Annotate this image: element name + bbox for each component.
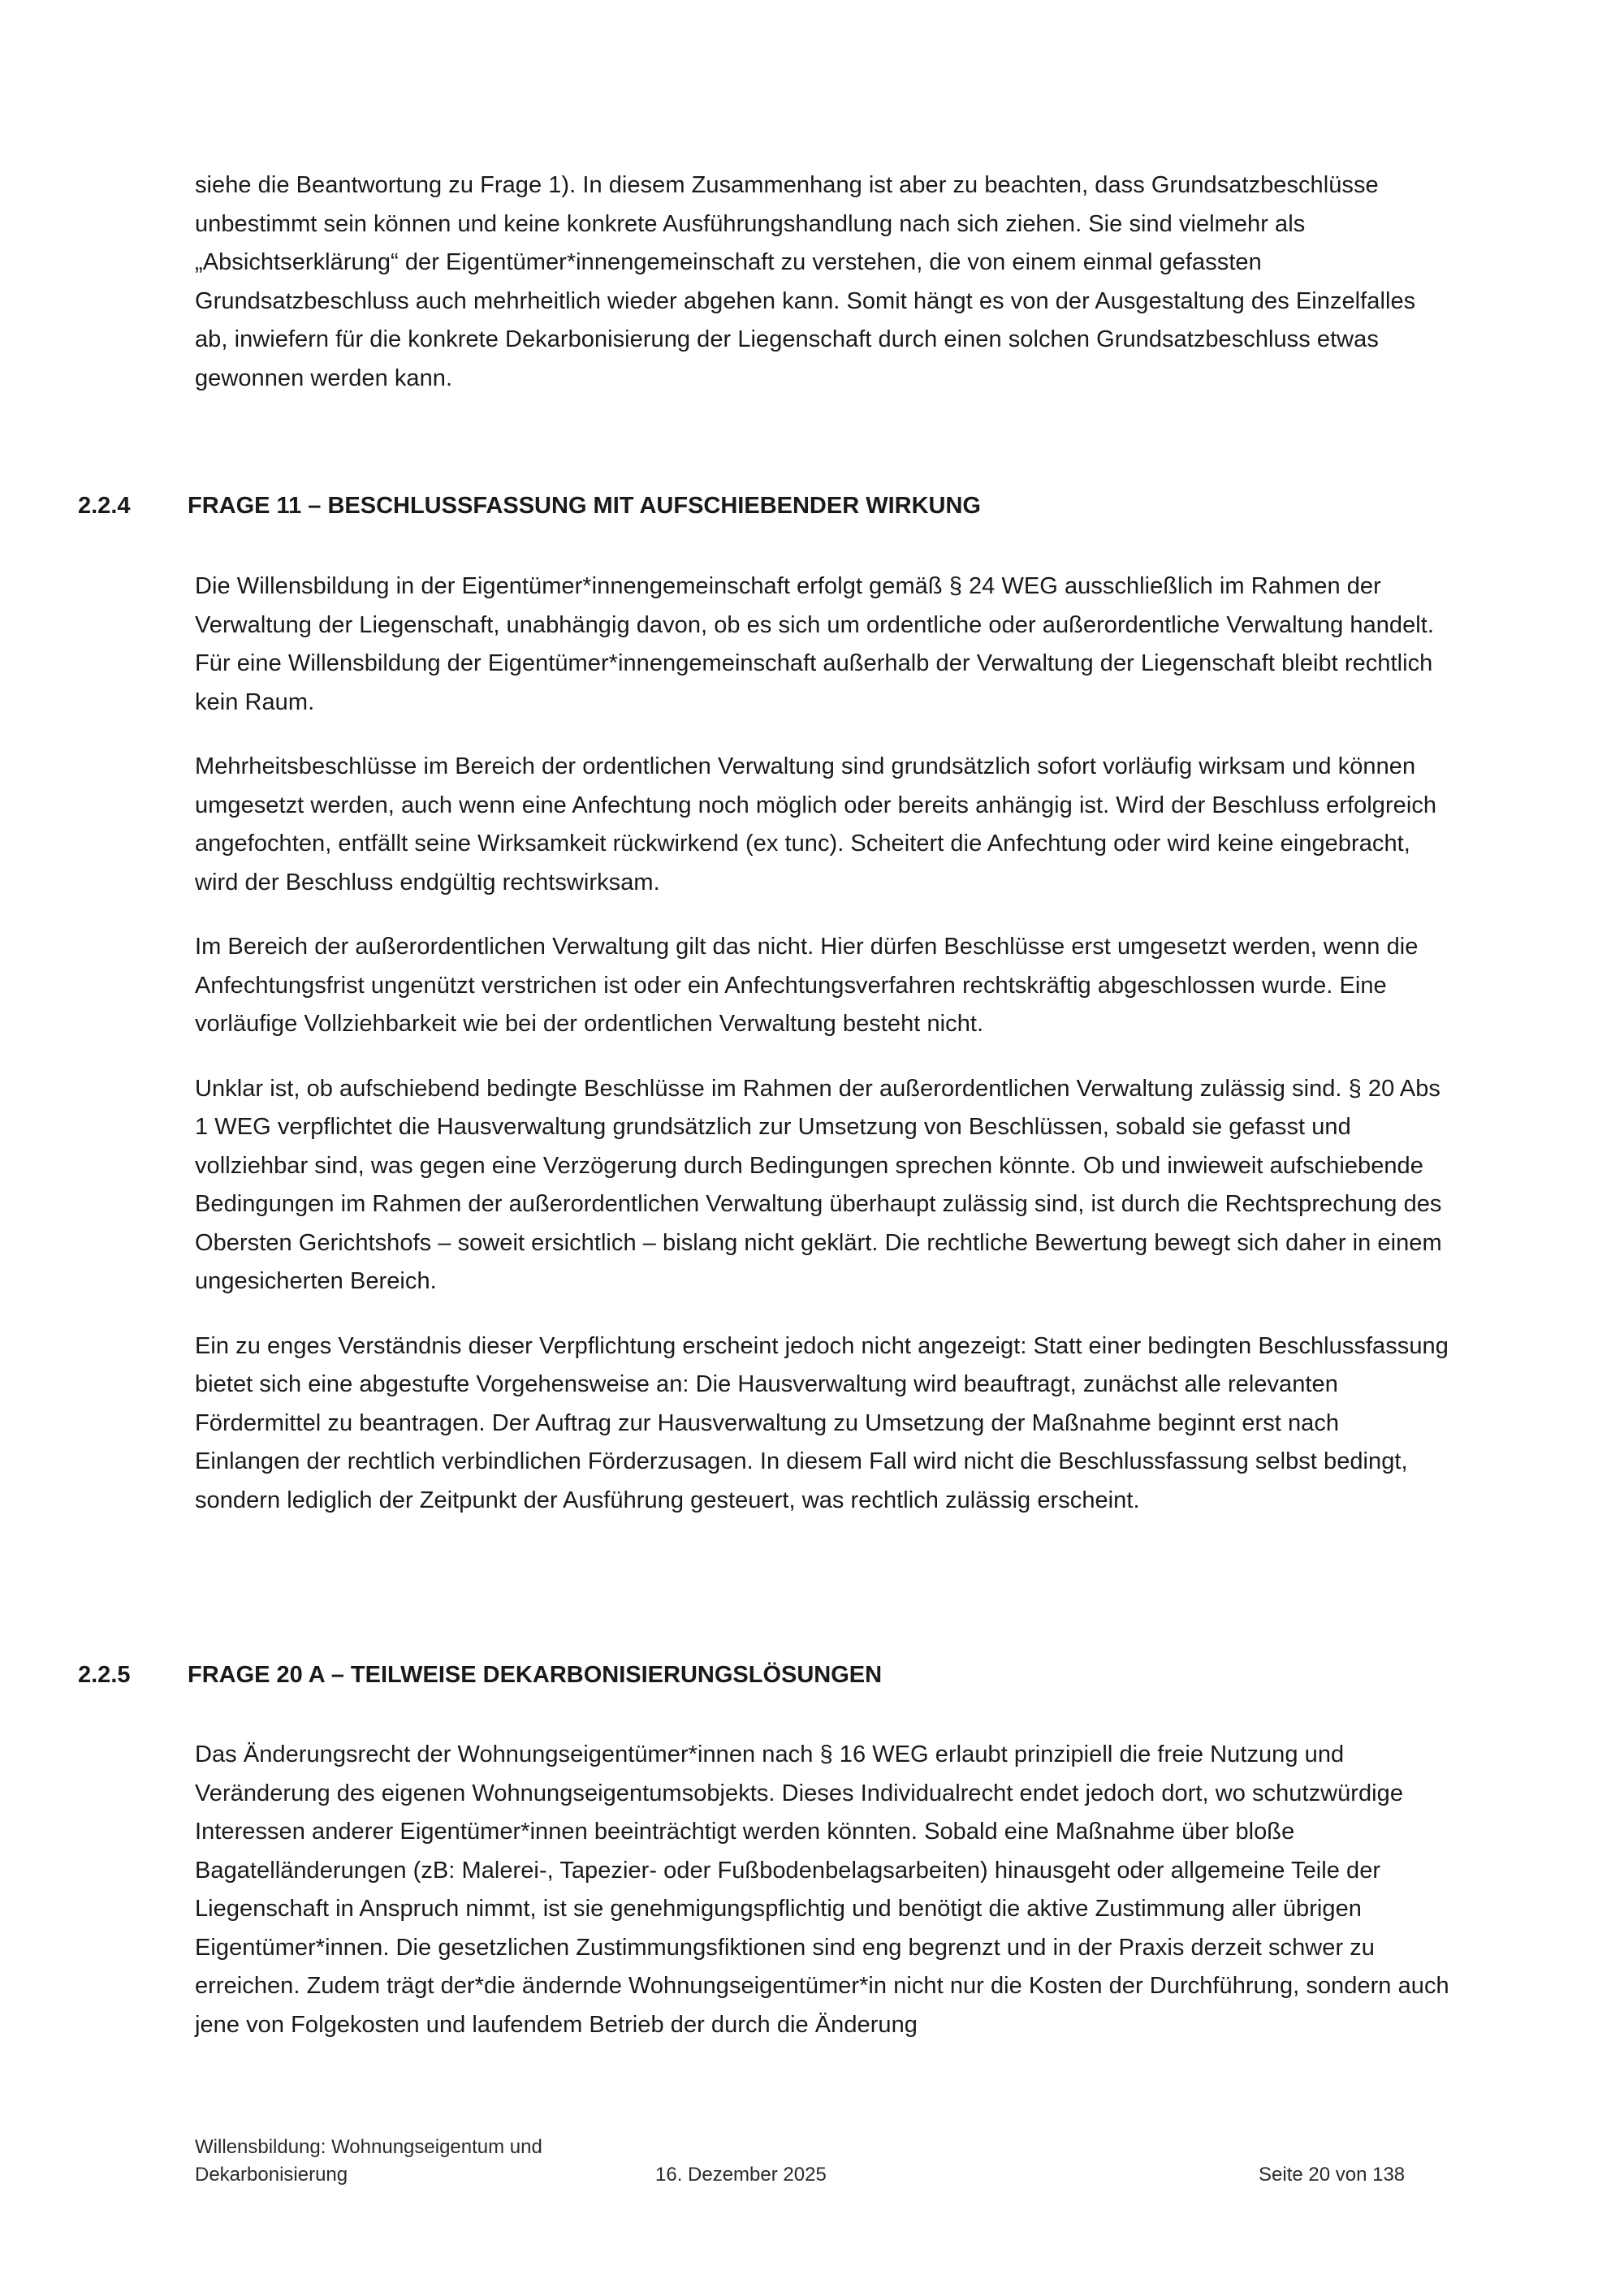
footer-document-title [195,2134,617,2189]
paragraph: Ein zu enges Verständnis dieser Verpflichtung erscheint jedoch nicht angezeigt: Statt einer bedingten Beschlussfassung bietet sich eine abgestufte Vorgehensweise an: Die Hausverwaltung wird beauftragt, zunächst alle relevanten Fördermittel zu beantragen. Der Auftrag zur Hausverwaltung zu Umsetzung der Maßnahme beginnt erst nach Einlangen der rechtlich verbindlichen Förderzusagen. In diesem Fall wird nicht die Beschlussfassung selbst bedingt, sondern lediglich der Zeitpunkt der Ausführung gesteuert, was rechtlich zulässig erscheint. [195,1332,1449,1513]
intro-block [195,166,1449,398]
footer-page-number: Seite 20 von 138 [1259,2164,1406,2186]
section-title: FRAGE 11 – BESCHLUSSFASSUNG MIT AUFSCHIEBENDER WIRKUNG [188,493,981,519]
paragraph: Im Bereich der außerordentlichen Verwaltung gilt das nicht. Hier dürfen Beschlüsse erst umgesetzt werden, wenn die Anfechtungsfrist ungenützt verstrichen ist oder ein Anfechtungsverfahren rechtskräftig abgeschlossen wurde. Eine vorläufige Vollziehbarkeit wie bei der ordentlichen Verwaltung besteht nicht. [195,934,1419,1037]
section-2-2-5-body [195,1736,1449,2044]
section-title: FRAGE 20 A – TEILWEISE DEKARBONISIERUNGSLÖSUNGEN [188,1662,883,1688]
footer-date: 16. Dezember 2025 [655,2164,827,2186]
paragraph: Mehrheitsbeschlüsse im Bereich der ordentlichen Verwaltung sind grundsätzlich sofort vorläufig wirksam und können umgesetzt werden, auch wenn eine Anfechtung noch möglich oder bereits anhängig ist. Wird der Beschluss erfolgreich angefochten, entfällt seine Wirksamkeit rückwirkend (ex tunc). Scheitert die Anfechtung oder wird keine eingebracht, wird der Beschluss endgültig rechtswirksam. [195,753,1437,896]
intro-paragraph: siehe die Beantwortung zu Frage 1). In diesem Zusammenhang ist aber zu beachten, dass Grundsatzbeschlüsse unbestimmt sein können und keine konkrete Ausführungshandlung nach sich ziehen. Sie sind vielmehr als „Absichtserklärung“ der Eigentümer*innengemeinschaft zu verstehen, die von einem einmal gefassten Grundsatzbeschluss auch mehrheitlich wieder abgehen kann. Somit hängt es von der Ausgestaltung des Einzelfalles ab, inwiefern für die konkrete Dekarbonisierung der Liegenschaft durch einen solchen Grundsatzbeschluss etwas gewonnen werden kann. [195,172,1416,391]
section-2-2-4-body [195,568,1449,1520]
paragraph: Unklar ist, ob aufschiebend bedingte Beschlüsse im Rahmen der außerordentlichen Verwaltung zulässig sind. § 20 Abs 1 WEG verpflichtet die Hausverwaltung grundsätzlich zur Umsetzung von Beschlüssen, sobald sie gefasst und vollziehbar sind, was gegen eine Verzögerung durch Bedingungen sprechen könnte. Ob und inwieweit aufschiebende Bedingungen im Rahmen der außerordentlichen Verwaltung überhaupt zulässig sind, ist durch die Rechtsprechung des Obersten Gerichtshofs – soweit ersichtlich – bislang nicht geklärt. Die rechtliche Bewertung bewegt sich daher in einem ungesicherten Bereich. [195,1075,1442,1294]
paragraph: Die Willensbildung in der Eigentümer*innengemeinschaft erfolgt gemäß § 24 WEG ausschließlich im Rahmen der Verwaltung der Liegenschaft, unabhängig davon, ob es sich um ordentliche oder außerordentliche Verwaltung handelt. Für eine Willensbildung der Eigentümer*innengemeinschaft außerhalb der Verwaltung der Liegenschaft bleibt rechtlich kein Raum. [195,573,1434,715]
section-number: 2.2.4 [78,493,131,519]
footer-title-line-1: Willensbildung: Wohnungseigentum und [195,2136,542,2158]
section-number: 2.2.5 [78,1662,131,1688]
paragraph: Das Änderungsrecht der Wohnungseigentümer*innen nach § 16 WEG erlaubt prinzipiell die freie Nutzung und Veränderung des eigenen Wohnungseigentumsobjekts. Dieses Individualrecht endet jedoch dort, wo schutzwürdige Interessen anderer Eigentümer*innen beeinträchtigt werden könnten. Sobald eine Maßnahme über bloße Bagatelländerungen (zB: Malerei-, Tapezier- oder Fußbodenbelagsarbeiten) hinausgeht oder allgemeine Teile der Liegenschaft in Anspruch nimmt, ist sie genehmigungspflichtig und benötigt die aktive Zustimmung aller übrigen Eigentümer*innen. Die gesetzlichen Zustimmungsfiktionen sind eng begrenzt und in der Praxis derzeit schwer zu erreichen. Zudem trägt der*die ändernde Wohnungseigentümer*in nicht nur die Kosten der Durchführung, sondern auch jene von Folgekosten und laufendem Betrieb der durch die Änderung [195,1741,1449,2038]
footer-title-line-2: Dekarbonisierung [195,2164,348,2186]
